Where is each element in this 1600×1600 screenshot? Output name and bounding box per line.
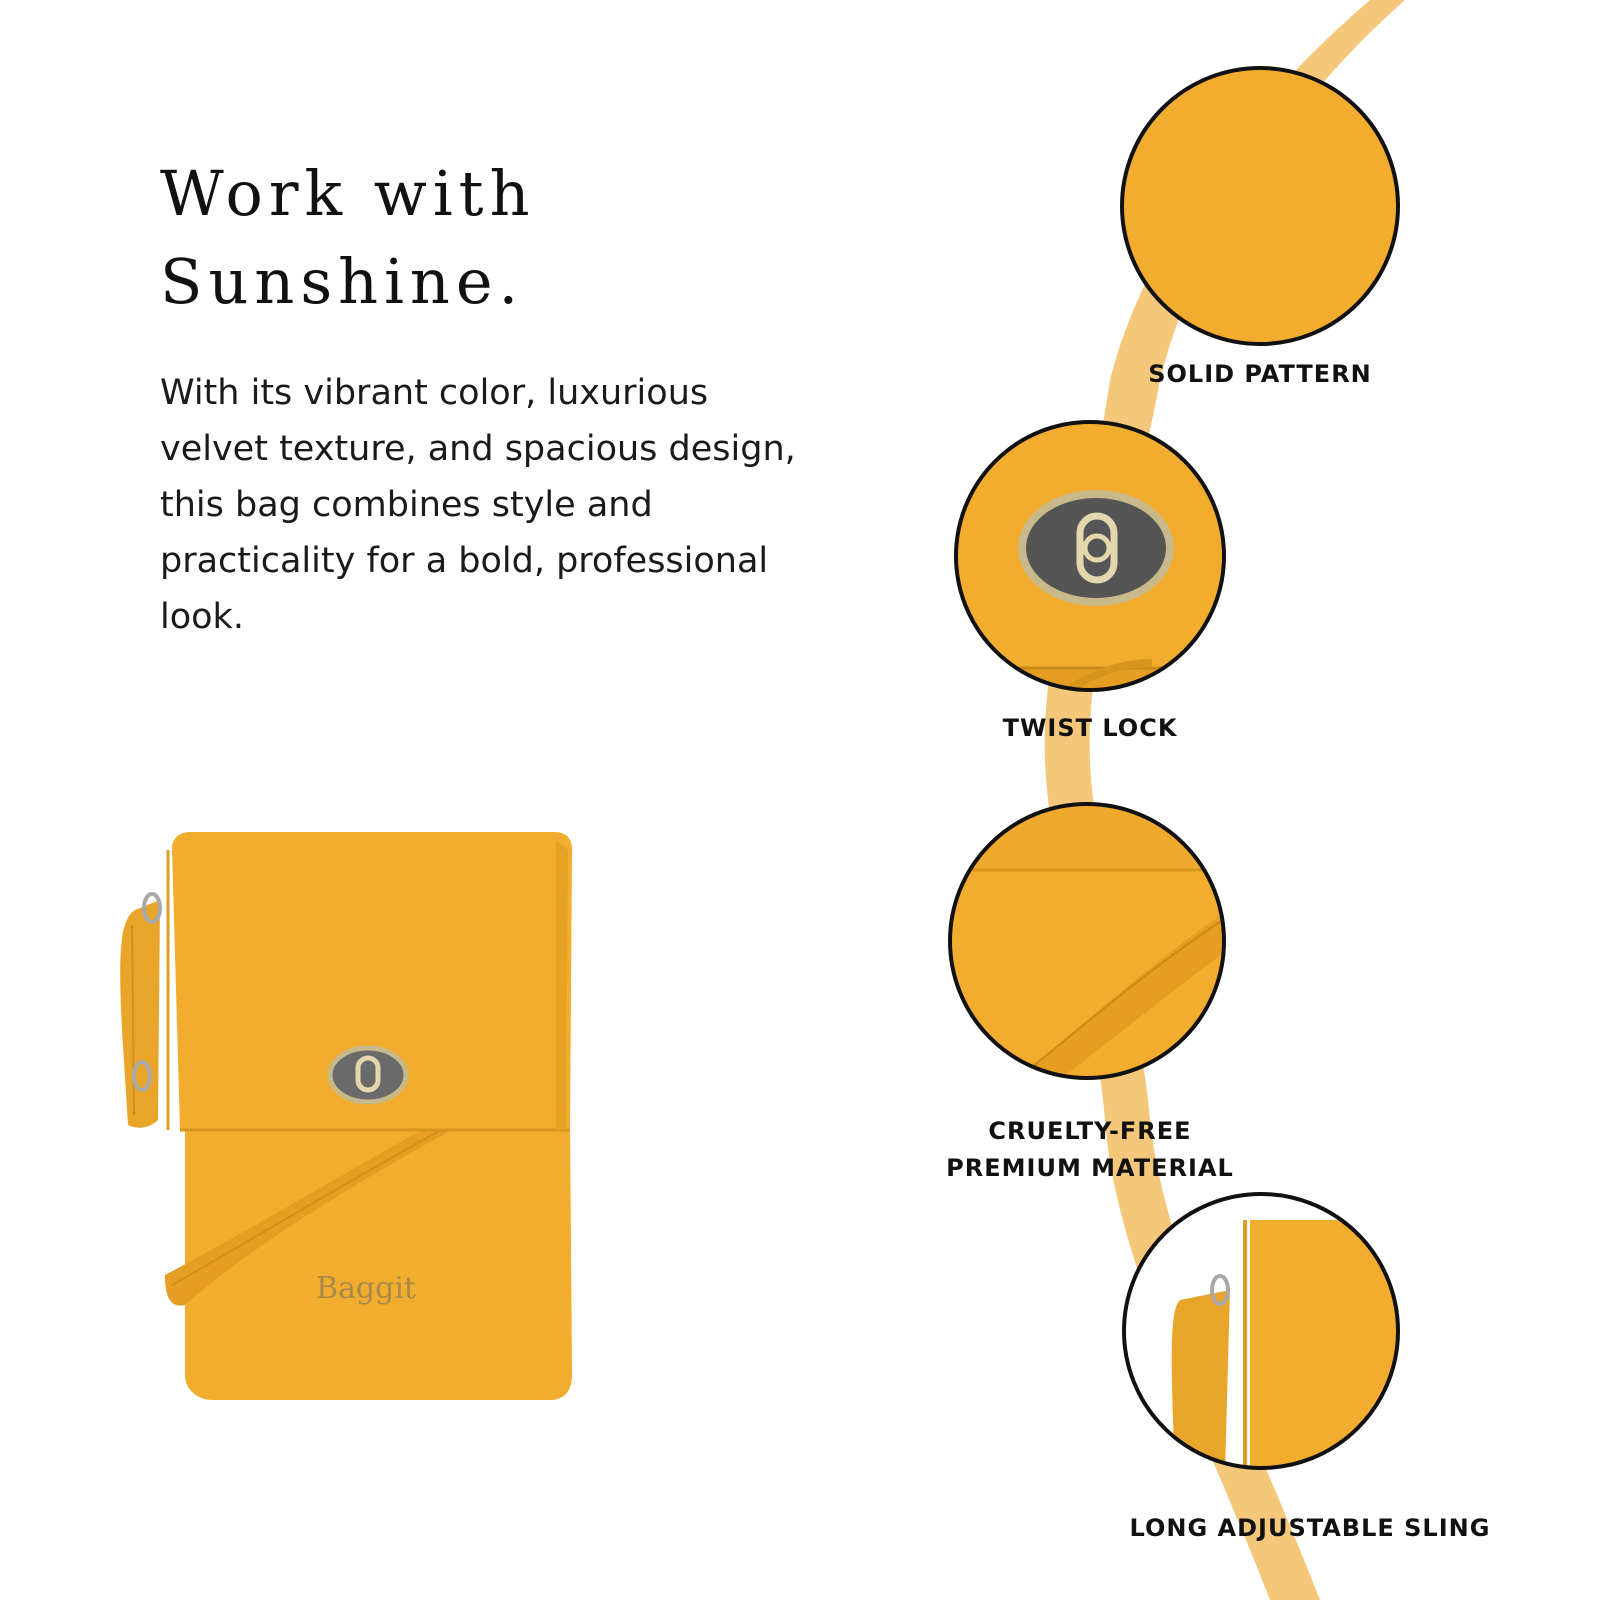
headline [160, 150, 536, 326]
feature-circle-twist-lock [952, 418, 1228, 694]
headline-line-1: Work with [160, 157, 536, 230]
headline-line-2: Sunshine. [160, 245, 525, 318]
feature-label-twist-lock: TWIST LOCK [1002, 714, 1178, 742]
side-strap [120, 900, 160, 1128]
feature-circle-adjustable-sling [1120, 1190, 1402, 1472]
feature-label-material: CRUELTY-FREE PREMIUM MATERIAL [946, 1117, 1234, 1182]
feature-label-solid-pattern: SOLID PATTERN [1148, 360, 1372, 388]
feature-circle-solid-pattern [1118, 64, 1402, 348]
brand-logo: Baggit [316, 1271, 416, 1306]
feature-circle-material [946, 800, 1228, 1082]
product-description: With its vibrant color, luxurious velvet texture, and spacious design, this bag combines style and practicality for a bold, professional look. [160, 373, 796, 637]
feature-label-adjustable-sling: LONG ADJUSTABLE SLING [1129, 1514, 1491, 1542]
product-image-sling-bag [110, 830, 630, 1450]
